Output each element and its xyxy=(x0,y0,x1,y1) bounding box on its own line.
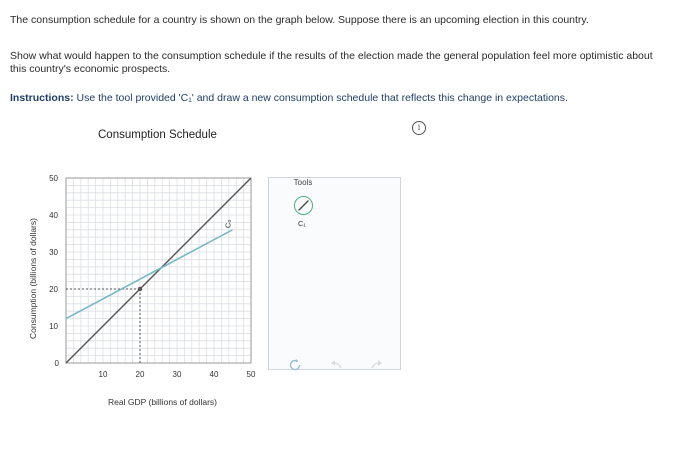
y-axis-label: Consumption (billions of dollars) xyxy=(28,218,38,339)
consumption-chart[interactable] xyxy=(0,160,265,410)
redo-icon[interactable] xyxy=(370,358,384,372)
c0-label: C₀ xyxy=(223,219,233,229)
info-icon[interactable]: i xyxy=(412,121,426,135)
origin-label: 0 xyxy=(54,359,59,368)
tools-panel xyxy=(268,177,401,370)
c1-tool-button[interactable] xyxy=(294,196,313,215)
tools-title: Tools xyxy=(293,178,313,187)
x-tick-label: 40 xyxy=(209,370,219,379)
y-tick-label: 20 xyxy=(49,285,58,294)
series-45-degree-line xyxy=(66,178,251,363)
pencil-line-icon xyxy=(297,199,310,212)
x-tick-label: 30 xyxy=(172,370,182,379)
x-tick-label: 20 xyxy=(135,370,145,379)
intersection-point xyxy=(138,287,142,291)
undo-icon[interactable] xyxy=(329,358,343,372)
x-tick-label: 50 xyxy=(246,370,256,379)
y-tick-label: 10 xyxy=(49,322,58,331)
series-layer xyxy=(66,178,251,363)
y-tick-label: 40 xyxy=(49,211,58,220)
chart-title: Consumption Schedule xyxy=(98,129,217,141)
question-line-2: Show what would happen to the consumption schedule if the results of the election made the general population feel more optimistic about this country's economic prospects. xyxy=(10,50,653,75)
x-axis-label: Real GDP (billions of dollars) xyxy=(108,397,217,407)
instructions-text: Use the tool provided 'C₁' and draw a new consumption schedule that reflects this change in expectations. xyxy=(73,92,568,104)
instructions-label: Instructions: xyxy=(10,92,74,104)
x-tick-label: 10 xyxy=(98,370,108,379)
instructions xyxy=(10,92,690,105)
y-tick-label: 30 xyxy=(49,248,58,257)
c1-tool-label: C₁ xyxy=(298,219,306,228)
y-tick-label: 50 xyxy=(49,174,58,183)
question-line-1: The consumption schedule for a country is shown on the graph below. Suppose there is an upcoming election in this country. xyxy=(10,14,589,26)
reset-icon[interactable] xyxy=(288,358,302,372)
